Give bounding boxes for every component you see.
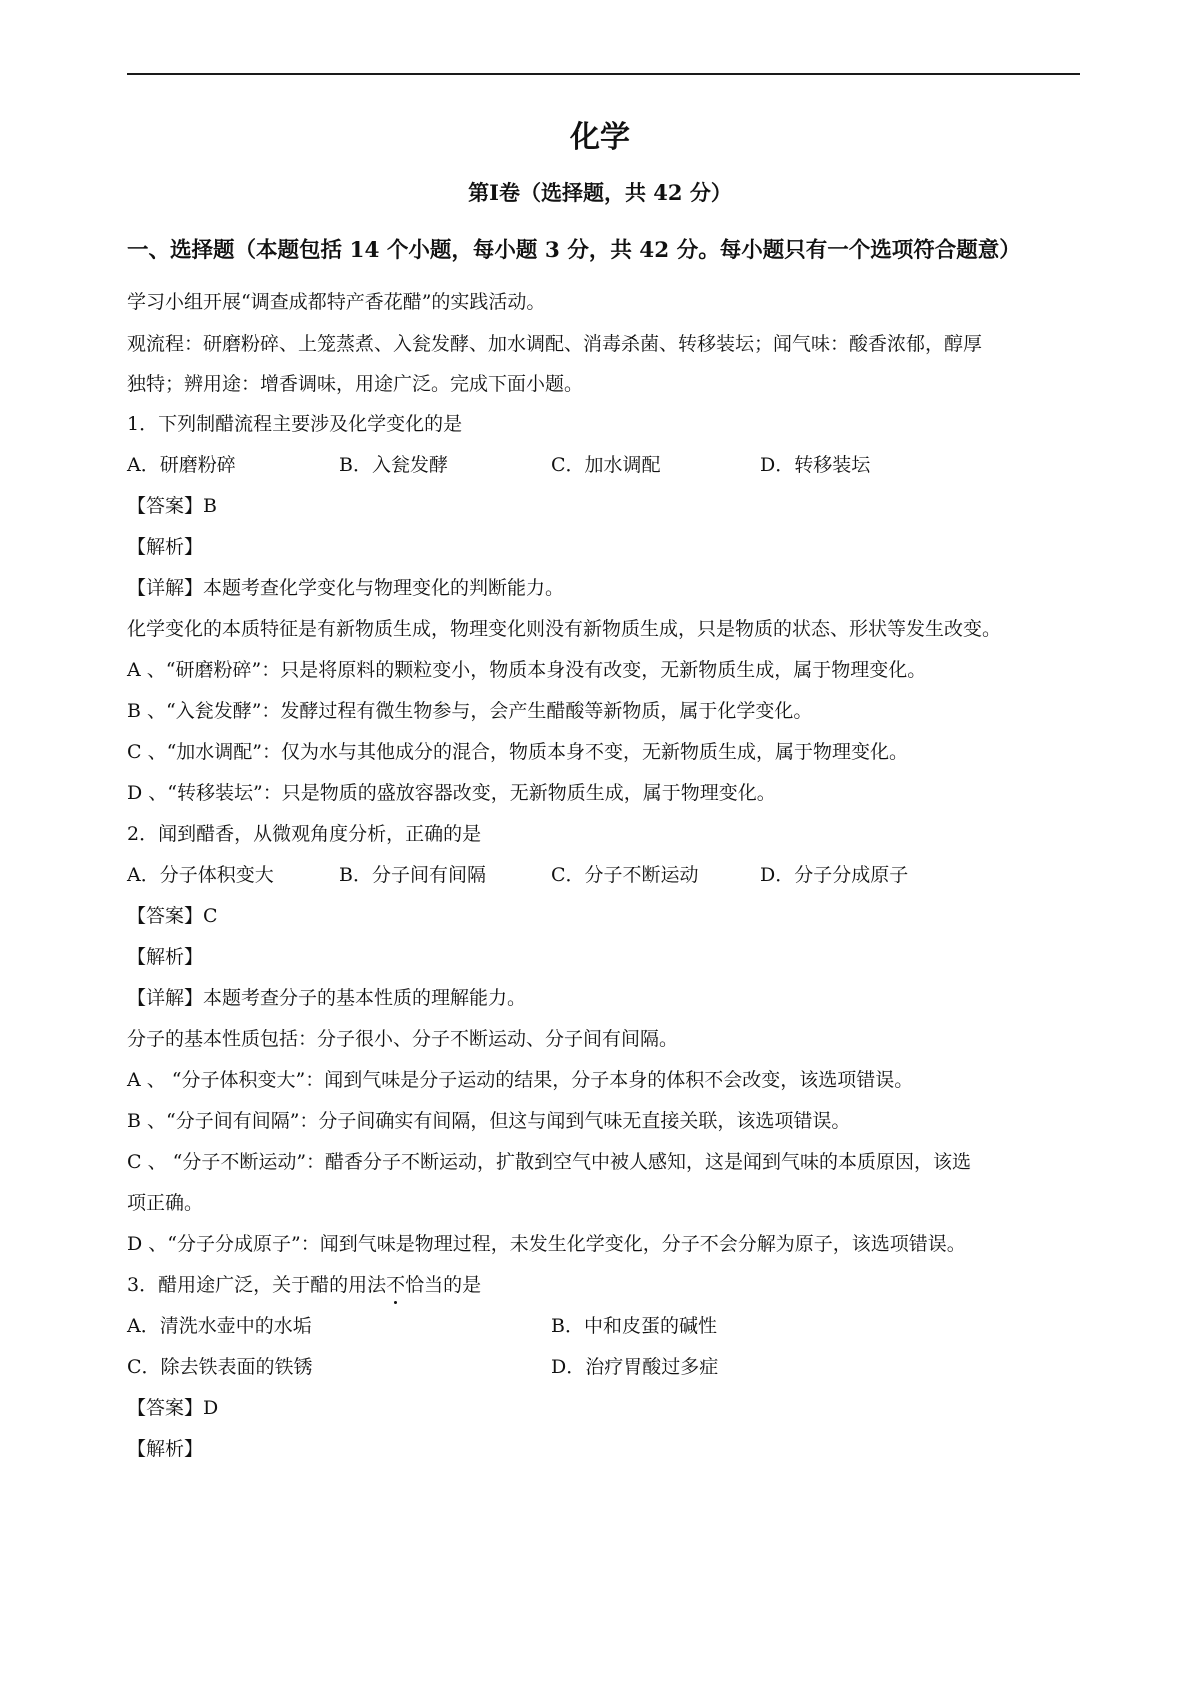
q3-option-d: D．治疗胃酸过多症: [551, 1356, 719, 1378]
q2-analysis-label: 【解析】: [127, 946, 204, 968]
q2-option-d: D．分子分成原子: [760, 864, 909, 886]
q3-option-a: A．清洗水壶中的水垢: [127, 1315, 312, 1337]
q2-option-c: C．分子不断运动: [551, 864, 699, 886]
q1-option-d: D．转移装坛: [760, 454, 871, 476]
q2-explanation-line: D 、“分子分成原子”：闻到气味是物理过程，未发生化学变化，分子不会分解为原子，该选项错误。: [127, 1233, 966, 1255]
q2-explanation-line: 项正确。: [127, 1192, 204, 1214]
question-3-stem: [127, 1271, 1087, 1299]
q3-stem-after: 恰当的是: [405, 1274, 482, 1296]
q1-option-b: B．入瓮发酵: [339, 454, 448, 476]
intro-line: 观流程：研磨粉碎、上笼蒸煮、入瓮发酵、加水调配、消毒杀菌、转移装坛；闻气味：酸香浓郁，醇厚: [127, 333, 983, 355]
page-subtitle: 第Ⅰ卷（选择题，共 42 分）: [468, 180, 732, 205]
q3-option-c: C．除去铁表面的铁锈: [127, 1356, 313, 1378]
header-rule: [127, 73, 1080, 75]
q1-explanation-line: A 、“研磨粉碎”：只是将原料的颗粒变小，物质本身没有改变，无新物质生成，属于物理变化。: [127, 659, 927, 681]
q2-option-b: B．分子间有间隔: [339, 864, 486, 886]
q1-explanation-line: C 、“加水调配”：仅为水与其他成分的混合，物质本身不变，无新物质生成，属于物理变化。: [127, 741, 909, 763]
q3-stem-emphasis: 不: [386, 1271, 405, 1299]
q2-explanation-line: 分子的基本性质包括：分子很小、分子不断运动、分子间有间隔。: [127, 1028, 679, 1050]
page-title: 化学: [570, 120, 630, 155]
q2-detail: 【详解】本题考查分子的基本性质的理解能力。: [127, 987, 527, 1009]
q2-option-a: A．分子体积变大: [127, 864, 274, 886]
q2-explanation-line: A 、 “分子体积变大”：闻到气味是分子运动的结果，分子本身的体积不会改变，该选项错误。: [127, 1069, 914, 1091]
q1-analysis-label: 【解析】: [127, 536, 204, 558]
q3-analysis-label: 【解析】: [127, 1438, 204, 1460]
q3-stem-before: 3．醋用途广泛，关于醋的用法: [127, 1274, 387, 1296]
q1-answer: 【答案】B: [127, 495, 217, 517]
q1-option-a: A．研磨粉碎: [127, 454, 236, 476]
q1-explanation-line: B 、“入瓮发酵”：发酵过程有微生物参与，会产生醋酸等新物质，属于化学变化。: [127, 700, 813, 722]
q1-explanation-line: D 、“转移装坛”：只是物质的盛放容器改变，无新物质生成，属于物理变化。: [127, 782, 776, 804]
q2-explanation-line: B 、“分子间有间隔”：分子间确实有间隔，但这与闻到气味无直接关联，该选项错误。: [127, 1110, 851, 1132]
q2-explanation-line: C 、 “分子不断运动”：醋香分子不断运动，扩散到空气中被人感知，这是闻到气味的本质原因，该选: [127, 1151, 972, 1173]
q2-answer: 【答案】C: [127, 905, 218, 927]
q3-answer: 【答案】D: [127, 1397, 219, 1419]
question-1-stem: 1．下列制醋流程主要涉及化学变化的是: [127, 413, 463, 435]
intro-line: 学习小组开展“调查成都特产香花醋”的实践活动。: [127, 291, 546, 313]
q1-option-c: C．加水调配: [551, 454, 661, 476]
question-2-stem: 2．闻到醋香，从微观角度分析，正确的是: [127, 823, 482, 845]
section-heading: 一、选择题（本题包括 14 个小题，每小题 3 分，共 42 分。每小题只有一个选项符合题意）: [127, 238, 1021, 263]
q1-explanation-line: 化学变化的本质特征是有新物质生成，物理变化则没有新物质生成，只是物质的状态、形状等发生改变。: [127, 618, 1002, 640]
q3-option-b: B．中和皮蛋的碱性: [551, 1315, 717, 1337]
q1-detail: 【详解】本题考查化学变化与物理变化的判断能力。: [127, 577, 565, 599]
intro-line: 独特；辨用途：增香调味，用途广泛。完成下面小题。: [127, 373, 584, 395]
